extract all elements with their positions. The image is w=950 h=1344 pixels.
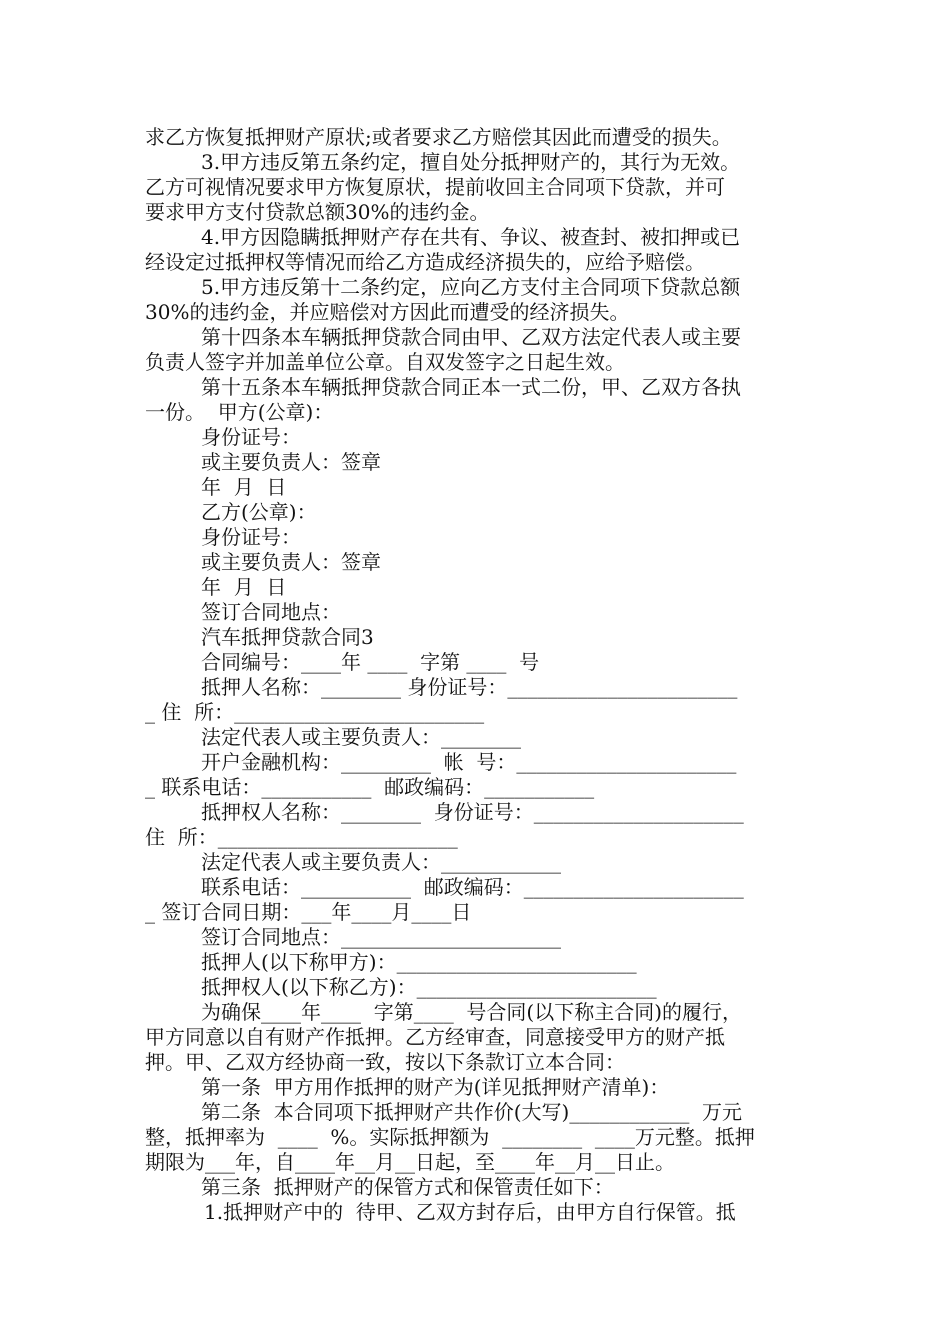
text-line: 抵押权人(以下称乙方)：________________________ — [201, 975, 657, 999]
text-line: 住 所：________________________ — [145, 825, 458, 849]
text-line: 开户金融机构：_________ 帐 号：______________________ — [201, 750, 737, 774]
text-line: 或主要负责人：签章 — [201, 550, 381, 574]
text-line: 整，抵押率为 ____ %。实际抵押额为 ________ ____万元整。抵押 — [145, 1125, 755, 1149]
text-line: 抵押人(以下称甲方)：________________________ — [201, 950, 637, 974]
text-line: 抵押人名称：________ 身份证号：_______________________ — [201, 675, 738, 699]
text-line: _ 住 所：_________________________ — [145, 700, 485, 724]
text-line: 经设定过抵押权等情况而给乙方造成经济损失的，应给予赔偿。 — [145, 250, 705, 274]
text-line: 法定代表人或主要负责人：____________ — [201, 850, 561, 874]
text-line: 乙方可视情况要求甲方恢复原状，提前收回主合同项下贷款，并可 — [145, 175, 725, 199]
text-line: 第一条 甲方用作抵押的财产为(详见抵押财产清单)： — [201, 1075, 670, 1099]
text-line: 30%的违约金，并应赔偿对方因此而遭受的经济损失。 — [145, 300, 630, 324]
text-line: 第十五条本车辆抵押贷款合同正本一式二份，甲、乙双方各执 — [201, 375, 741, 399]
text-line: 第三条 抵押财产的保管方式和保管责任如下： — [201, 1175, 614, 1199]
text-line: 一份。 甲方(公章)： — [145, 400, 334, 424]
text-line: 甲方同意以自有财产作抵押。乙方经审查，同意接受甲方的财产抵 — [145, 1025, 725, 1049]
text-line: 法定代表人或主要负责人：________ — [201, 725, 521, 749]
text-line: _ 签订合同日期：___年____月____日 — [145, 900, 472, 924]
text-line: 求乙方恢复抵押财产原状;或者要求乙方赔偿其因此而遭受的损失。 — [145, 125, 732, 149]
text-line: 要求甲方支付贷款总额30%的违约金。 — [145, 200, 490, 224]
text-line: 为确保____年____ 字第____ 号合同(以下称主合同)的履行， — [201, 1000, 743, 1024]
text-line: 身份证号： — [201, 525, 301, 549]
section-title: 汽车抵押贷款合同3 — [201, 625, 374, 649]
text-line: 1.抵押财产中的 待甲、乙双方封存后，由甲方自行保管。抵 — [204, 1200, 736, 1224]
text-line: 5.甲方违反第十二条约定，应向乙方支付主合同项下贷款总额 — [201, 275, 741, 299]
text-line: 年 月 日 — [201, 575, 287, 599]
text-line: _ 联系电话：___________ 邮政编码：___________ — [145, 775, 595, 799]
text-line: 合同编号：____年 ____ 字第 ____ 号 — [201, 650, 540, 674]
text-line: 3.甲方违反第五条约定，擅自处分抵押财产的，其行为无效。 — [201, 150, 741, 174]
text-line: 4.甲方因隐瞒抵押财产存在共有、争议、被查封、被扣押或已 — [201, 225, 741, 249]
text-line: 或主要负责人：签章 — [201, 450, 381, 474]
text-line: 身份证号： — [201, 425, 301, 449]
text-line: 负责人签字并加盖单位公章。自双发签字之日起生效。 — [145, 350, 625, 374]
text-line: 第二条 本合同项下抵押财产共作价(大写)____________ 万元 — [201, 1100, 743, 1124]
text-line: 押。甲、乙双方经协商一致，按以下条款订立本合同： — [145, 1050, 625, 1074]
text-line: 抵押权人名称：________ 身份证号：_____________________ — [201, 800, 744, 824]
text-line: 签订合同地点： — [201, 600, 341, 624]
text-line: 签订合同地点：______________________ — [201, 925, 561, 949]
text-line: 联系电话：___________ 邮政编码：______________________ — [201, 875, 744, 899]
text-line: 年 月 日 — [201, 475, 287, 499]
text-line: 期限为___年，自____年__月__日起，至____年__月__日止。 — [145, 1150, 675, 1174]
text-line: 第十四条本车辆抵押贷款合同由甲、乙双方法定代表人或主要 — [201, 325, 741, 349]
text-line: 乙方(公章)： — [201, 500, 317, 524]
